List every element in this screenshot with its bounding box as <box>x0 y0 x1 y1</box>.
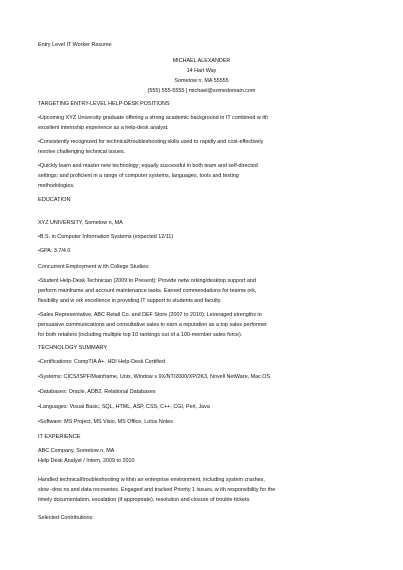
tech-item: •Software: MS Project, MS Visio, MS Office, Lotus Notes <box>38 419 174 425</box>
tech-item: •Certifications: CompTIA A+, HDI Help-Desk Certified <box>38 359 165 365</box>
job-line: for both retailers (including multiple top 10 rankings out of a 100-member sales force). <box>38 332 243 338</box>
job-line: persuasive communications and consultative sales to earn a reputation as a top sales performer <box>38 322 267 328</box>
summary-line: settings; and proficient in a range of computer systems, languages, tools and testing <box>38 173 239 179</box>
summary-line: excellent internship experience as a help-desk analyst. <box>38 125 169 131</box>
targeting-heading: TARGETING ENTRY-LEVEL HELP-DESK POSITIONS <box>38 101 170 107</box>
address-line-2: Sometow n, MA 55555 <box>174 78 229 84</box>
selected-contributions-label: Selected Contributions: <box>38 515 94 521</box>
school-line: XYZ UNIVERSITY, Sometow n, MA <box>38 220 123 226</box>
summary-line: •Upcoming XYZ University graduate offering a strong academic background in IT combined w ith <box>38 115 269 121</box>
experience-desc-line: Handled technical/troubleshooting w ithin an enterprise environment, including system crashes, <box>38 477 265 483</box>
experience-heading: IT EXPERIENCE <box>38 434 81 440</box>
tech-item: •Systems: CICS/ISPF/Mainframe, Unix, Window s 9X/NT/2000/XP/2K3, Novell NetWare, Mac OS <box>38 374 271 380</box>
summary-line: methodologies. <box>38 183 75 189</box>
concurrent-employment-label: Concurrent Employment w ith College Studies: <box>38 264 150 270</box>
technology-heading: TECHNOLOGY SUMMARY <box>38 345 108 351</box>
job-line: •Student Help-Desk Technician (2009 to Present): Provide netw orking/desktop support and <box>38 278 256 284</box>
summary-line: resolve challenging technical issues. <box>38 149 126 155</box>
experience-desc-line: timely documentation, escalation (if appropriate), resolution and closure of trouble tickets. <box>38 497 251 503</box>
job-line: •Sales Representative, ABC Retail Co. and DEF Store (2007 to 2010): Leveraged strengths in <box>38 312 262 318</box>
experience-desc-line: slow -dow ns and data recoveries. Engaged and tracked Priority 1 issues, w ith responsibility for the <box>38 487 276 493</box>
summary-line: •Quickly learn and master new technology; equally successful in both team and self-directed <box>38 163 258 169</box>
address-line-1: 14 Hart Way <box>186 68 217 74</box>
degree-line: •B.S. in Computer Information Systems (expected 12/11) <box>38 234 174 240</box>
tech-item: •Databases: Oracle, ADB2, Relational Databases <box>38 389 156 395</box>
education-heading: EDUCATION <box>38 197 71 203</box>
summary-line: •Consistently recognized for technical/troubleshooting skills used to rapidly and cost-effectively <box>38 139 264 145</box>
company-line: ABC Company, Sometow n, MA <box>38 448 115 454</box>
job-line: perform mainframe and account maintenance tasks. Earned commendations for teamw ork, <box>38 288 257 294</box>
gpa-line: •GPA: 3.7/4.0 <box>38 248 71 254</box>
role-line: Help Desk Analyst / Intern, 2009 to 2010 <box>38 458 135 464</box>
job-line: flexibility and w ork excellence in providing IT support to students and faculty. <box>38 298 222 304</box>
tech-item: •Languages: Visual Basic, SQL, HTML, ASP, CSS, C++, CGI, Perl, Java <box>38 404 210 410</box>
candidate-name: MICHAEL ALEXANDER <box>172 58 231 64</box>
contact-line: (555) 555-5555 | michael@somedomain.com <box>147 88 256 94</box>
document-title: Entry Level IT Worker Resume <box>38 42 112 48</box>
